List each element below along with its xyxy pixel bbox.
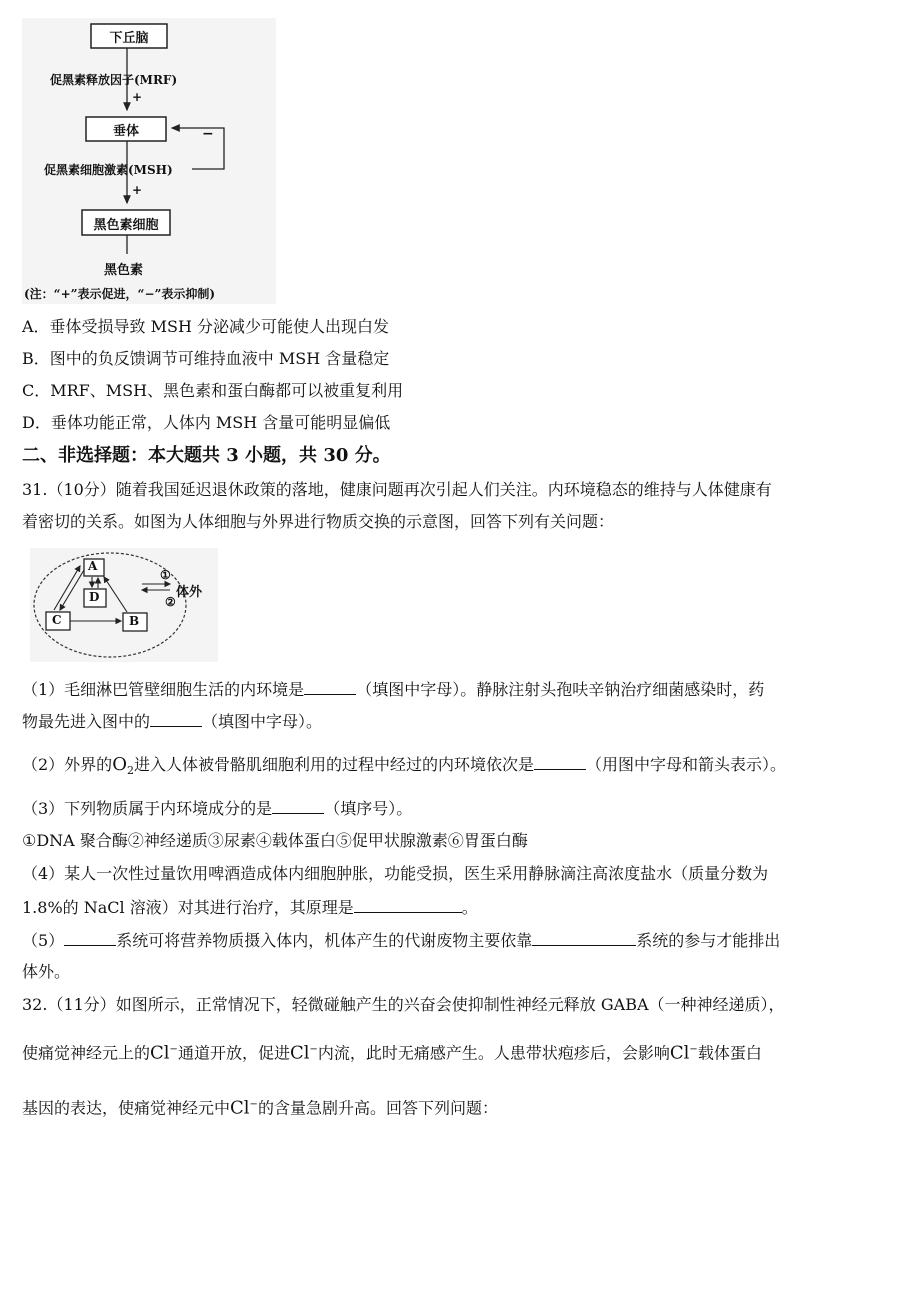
- mrf-label: 促黑素释放因子(MRF): [50, 73, 178, 87]
- q31-part1-line1: [22, 678, 764, 701]
- hormone-diagram-lines: [0, 0, 300, 310]
- chloride-symbol: Cl: [669, 1042, 690, 1064]
- q32-line1: 32.（11分）如图所示，正常情况下，轻微碰触产生的兴奋会使抑制性神经元释放 GABA（一种神经递质），: [22, 995, 785, 1014]
- chloride-charge: −: [689, 1044, 698, 1055]
- melanin-label: 黑色素: [104, 263, 144, 278]
- q31-p5-text-c: 系统的参与才能排出: [636, 931, 781, 950]
- answer-blank[interactable]: [534, 753, 586, 770]
- node-b: B: [129, 614, 140, 628]
- q32-text-b: 通道开放，促进: [177, 1043, 290, 1063]
- q32-text-f: 的含量急剧升高。回答下列问题：: [257, 1098, 498, 1118]
- chloride-symbol: Cl: [230, 1097, 250, 1119]
- answer-blank[interactable]: [64, 929, 116, 946]
- q31-part5-line1: [22, 929, 780, 952]
- node-a: A: [88, 559, 98, 573]
- option-d: D．垂体功能正常，人体内 MSH 含量可能明显偏低: [22, 413, 391, 432]
- q31-p5-text-a: （5）: [22, 931, 65, 950]
- q31-p2-text-c: （用图中字母和箭头表示）。: [585, 755, 786, 774]
- q32-line2: [22, 1039, 762, 1064]
- arrow-label-2: ②: [165, 595, 176, 609]
- msh-label: 促黑素细胞激素(MSH): [44, 163, 173, 177]
- answer-blank[interactable]: [304, 678, 356, 695]
- answer-blank[interactable]: [272, 797, 324, 814]
- q32-text-e: 基因的表达，使痛觉神经元中: [22, 1098, 231, 1118]
- option-c: C．MRF、MSH、黑色素和蛋白酶都可以被重复利用: [22, 381, 404, 400]
- plus-sign-2: +: [132, 183, 143, 197]
- node-c: C: [52, 613, 62, 627]
- chloride-charge: −: [309, 1044, 318, 1055]
- q31-part5-line2: 体外。: [22, 962, 71, 981]
- q31-p1-text-d: （填图中字母）。: [202, 712, 323, 731]
- oxygen-symbol: O: [112, 754, 127, 775]
- answer-blank[interactable]: [354, 896, 462, 913]
- q32-text-c: 内流，此时无痛感产生。人患带状疱疹后，会影响: [317, 1043, 670, 1063]
- q31-part3-items: ①DNA 聚合酶②神经递质③尿素④载体蛋白⑤促甲状腺激素⑥胃蛋白酶: [22, 831, 528, 850]
- option-a: A．垂体受损导致 MSH 分泌减少可能使人出现白发: [22, 317, 390, 336]
- chloride-charge: −: [169, 1044, 178, 1055]
- q31-p4-text-b: 1.8%的 NaCl 溶液）对其进行治疗，其原理是: [22, 898, 354, 917]
- chloride-charge: −: [249, 1099, 258, 1110]
- hypothalamus-box: 下丘脑: [109, 31, 149, 46]
- q31-p3-text-a: （3）下列物质属于内环境成分的是: [22, 799, 273, 818]
- q31-p5-text-b: 系统可将营养物质摄入体内，机体产生的代谢废物主要依靠: [116, 931, 533, 950]
- arrow-label-1: ①: [160, 568, 171, 582]
- q31-part2: [22, 753, 786, 782]
- diagram-note: (注：“+”表示促进，“−”表示抑制): [24, 287, 216, 301]
- q31-p3-text-b: （填序号）。: [324, 799, 413, 818]
- chloride-symbol: Cl: [150, 1042, 170, 1064]
- q31-part1-line2: [22, 710, 322, 733]
- q31-p2-text-b: 进入人体被骨骼肌细胞利用的过程中经过的内环境依次是: [133, 755, 534, 774]
- option-b: B．图中的负反馈调节可维持血液中 MSH 含量稳定: [22, 349, 390, 368]
- q32-text-d: 载体蛋白: [697, 1043, 762, 1063]
- chloride-symbol: Cl: [289, 1042, 310, 1064]
- q31-part3: [22, 797, 412, 820]
- q31-p1-text-b: （填图中字母）。静脉注射头孢呋辛钠治疗细菌感染时，药: [356, 680, 765, 699]
- oxygen-subscript: 2: [126, 764, 134, 778]
- node-d: D: [89, 590, 100, 604]
- melanocyte-box: 黑色素细胞: [93, 218, 159, 233]
- plus-sign-1: +: [132, 90, 143, 104]
- q31-p4-text-c: 。: [461, 898, 478, 917]
- q31-p1-text-c: 物最先进入图中的: [22, 712, 151, 731]
- q32-line3: [22, 1094, 498, 1119]
- answer-blank[interactable]: [532, 929, 636, 946]
- q31-p1-text-a: （1）毛细淋巴管壁细胞生活的内环境是: [22, 680, 305, 699]
- fluid-exchange-lines: [0, 540, 240, 670]
- q31-line1: 31.（10分）随着我国延迟退休政策的落地，健康问题再次引起人们关注。内环境稳态的维持与人体健康有: [22, 480, 772, 499]
- q32-text-a: 使痛觉神经元上的: [22, 1043, 151, 1063]
- outside-label: 体外: [176, 585, 203, 600]
- pituitary-box: 垂体: [112, 124, 139, 139]
- section-heading: 二、非选择题：本大题共 3 小题，共 30 分。: [22, 445, 391, 466]
- minus-sign: −: [202, 126, 214, 142]
- q31-p2-text-a: （2）外界的: [22, 755, 113, 774]
- q31-part4-line1: （4）某人一次性过量饮用啤酒造成体内细胞肿胀，功能受损，医生采用静脉滴注高浓度盐水（质量分数为: [22, 864, 769, 883]
- q31-part4-line2: [22, 896, 478, 919]
- q31-line2: 着密切的关系。如图为人体细胞与外界进行物质交换的示意图，回答下列有关问题：: [22, 512, 615, 531]
- answer-blank[interactable]: [150, 710, 202, 727]
